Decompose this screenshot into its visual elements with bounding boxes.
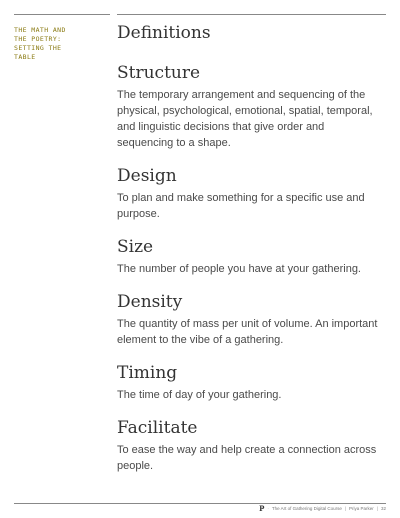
page-number: 32 <box>380 506 386 511</box>
term-facilitate <box>117 417 382 474</box>
term-definition: To plan and make something for a specific use and purpose. <box>117 192 365 220</box>
footer-author: Priya Parker <box>349 506 374 511</box>
footer-rule <box>14 503 386 504</box>
term-density <box>117 291 382 348</box>
term-heading: Structure <box>117 63 201 83</box>
section-label: THE MATH AND THE POETRY: SETTING THE TABLE <box>14 26 66 61</box>
term-heading: Size <box>117 237 154 257</box>
term-definition: The quantity of mass per unit of volume. An important element to the vibe of a gathering. <box>117 318 378 346</box>
term-heading: Facilitate <box>117 418 198 438</box>
footer-separator: · <box>267 506 269 511</box>
page-title: Definitions <box>117 23 211 43</box>
term-heading: Design <box>117 166 177 186</box>
term-definition: The number of people you have at your gathering. <box>117 263 361 275</box>
brand-logo: P <box>259 504 265 513</box>
page-footer <box>259 505 386 513</box>
term-structure <box>117 62 382 151</box>
term-definition: To ease the way and help create a connection across people. <box>117 444 377 472</box>
main-content <box>117 22 382 488</box>
footer-course-title: The Art of Gathering Digital Course <box>271 506 342 511</box>
top-rule-right <box>117 14 386 15</box>
footer-separator: | <box>344 506 347 511</box>
top-rule-left <box>14 14 110 15</box>
term-timing <box>117 362 382 403</box>
term-definition: The temporary arrangement and sequencing of the physical, psychological, emotional, spatial, temporal, and linguistic decisions that give order and sequencing to a shape. <box>117 89 373 149</box>
footer-separator: | <box>376 506 378 511</box>
term-definition: The time of day of your gathering. <box>117 389 282 401</box>
term-heading: Timing <box>117 363 178 383</box>
term-size <box>117 236 382 277</box>
term-heading: Density <box>117 292 183 312</box>
term-design <box>117 165 382 222</box>
